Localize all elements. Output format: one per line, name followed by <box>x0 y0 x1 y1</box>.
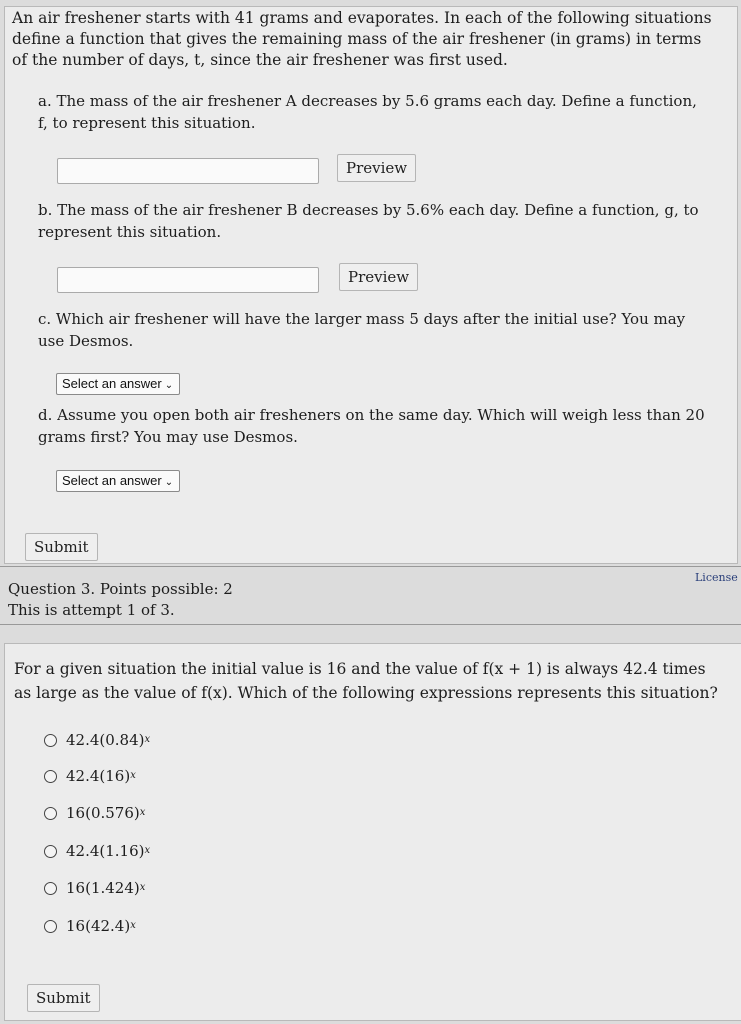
part-d-text: d. Assume you open both air fresheners on the same day. Which will weigh less than 20 grams first? You may use Desmos. <box>38 406 705 446</box>
option-3[interactable] <box>44 802 145 824</box>
option-6[interactable] <box>44 915 136 937</box>
option-label: 42.4(16) <box>66 767 131 785</box>
option-5[interactable] <box>44 877 145 899</box>
part-b-text: b. The mass of the air freshener B decreases by 5.6% each day. Define a function, g, to represent this situation. <box>38 201 699 241</box>
exponent: x <box>139 807 146 818</box>
chevron-down-icon: ⌄ <box>164 477 174 488</box>
function-f-input[interactable] <box>57 158 319 184</box>
exponent: x <box>130 920 136 931</box>
radio-icon[interactable] <box>44 882 57 895</box>
option-label: 42.4(1.16) <box>66 842 145 860</box>
option-label: 16(42.4) <box>66 917 131 935</box>
points-possible: Question 3. Points possible: 2 <box>8 580 233 598</box>
exponent: x <box>144 734 151 745</box>
select-label: Select an answer <box>62 376 162 391</box>
radio-icon[interactable] <box>44 734 57 747</box>
option-1[interactable] <box>44 729 150 751</box>
option-2[interactable] <box>44 765 136 787</box>
submit-button-2[interactable]: Submit <box>27 984 100 1012</box>
license-link[interactable]: License <box>695 571 738 584</box>
exponent: x <box>139 882 146 893</box>
option-label: 16(0.576) <box>66 804 140 822</box>
attempt-count: This is attempt 1 of 3. <box>8 601 175 619</box>
radio-icon[interactable] <box>44 770 57 783</box>
preview-a-button[interactable]: Preview <box>337 154 416 182</box>
chevron-down-icon: ⌄ <box>164 380 174 391</box>
part-a-text: a. The mass of the air freshener A decreases by 5.6 grams each day. Define a function, f, to represent this situation. <box>38 92 697 132</box>
exponent: x <box>130 770 136 781</box>
exponent: x <box>144 845 151 856</box>
radio-icon[interactable] <box>44 807 57 820</box>
radio-icon[interactable] <box>44 845 57 858</box>
option-label: 16(1.424) <box>66 879 140 897</box>
divider <box>0 624 741 625</box>
intro-text: An air freshener starts with 41 grams and evaporates. In each of the following situations define a function that gives the remaining mass of the air freshener (in grams) in terms of the number of days, t, since the air freshener was first used. <box>12 9 712 69</box>
part-c-select[interactable] <box>56 373 180 395</box>
question-info <box>8 579 233 621</box>
question-3-text: For a given situation the initial value is 16 and the value of f(x + 1) is always 42.4 times as large as the value of f(x). Which of the following expressions represents this situation? <box>14 660 718 702</box>
option-4[interactable] <box>44 840 150 862</box>
select-label: Select an answer <box>62 473 162 488</box>
divider <box>0 566 741 567</box>
submit-button[interactable]: Submit <box>25 533 98 561</box>
part-c-text: c. Which air freshener will have the larger mass 5 days after the initial use? You may use Desmos. <box>38 310 686 350</box>
part-d-select[interactable] <box>56 470 180 492</box>
option-label: 42.4(0.84) <box>66 731 145 749</box>
radio-icon[interactable] <box>44 920 57 933</box>
function-g-input[interactable] <box>57 267 319 293</box>
preview-b-button[interactable]: Preview <box>339 263 418 291</box>
